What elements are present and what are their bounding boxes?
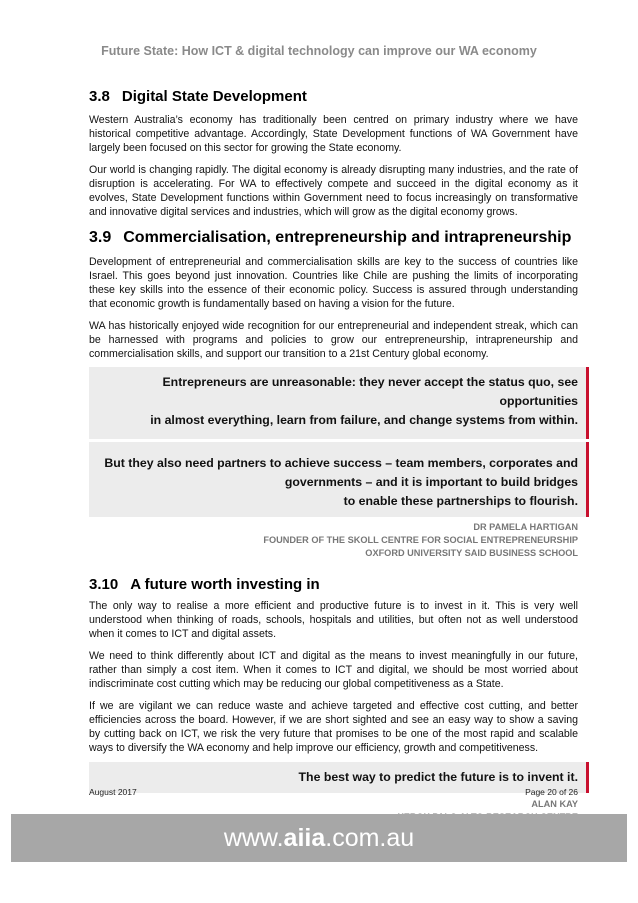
section-number: 3.9: [89, 229, 112, 246]
paragraph: We need to think differently about ICT and digital as the means to invest meaningfully in our future, rather than simply a cost item. When it comes to ICT and digital, we should be most worried about indiscriminate cost cutting which may be reducing our global competitiveness as a State.: [89, 650, 578, 690]
quote-line: Entrepreneurs are unreasonable: they never accept the status quo, see opportunities: [162, 375, 578, 408]
banner-suffix: .com.au: [325, 824, 415, 852]
banner-brand: aiia: [283, 824, 326, 852]
section-number: 3.8: [89, 88, 110, 105]
attribution-org: OXFORD UNIVERSITY SAID BUSINESS SCHOOL: [365, 548, 578, 558]
section-number: 3.10: [89, 576, 119, 593]
footer-page-number: Page 20 of 26: [525, 787, 578, 797]
pull-quote: [89, 762, 589, 793]
paragraph: If we are vigilant we can reduce waste and achieve targeted and effective cost cutting, and better efficiencies across the board. However, if we are short sighted and see an easy way to show a saving by cutting back on ICT, we risk the very future that promises to be one of the most rapid and scalable ways to diversify the WA economy and help improve our efficiency, growth and competitiveness.: [89, 700, 578, 754]
paragraph: Western Australia’s economy has traditionally been centred on primary industry where we have historical competitive advantage. Accordingly, State Development functions of WA Government have largely been focused on this sector for growing the State economy.: [89, 114, 578, 154]
section-title: Digital State Development: [121, 88, 307, 105]
quote-line: governments – and it is important to build bridges: [284, 475, 578, 489]
attribution-role: FOUNDER OF THE SKOLL CENTRE FOR SOCIAL ENTREPRENEURSHIP: [263, 535, 578, 545]
quote-line: to enable these partnerships to flourish.: [343, 494, 578, 508]
paragraph: WA has historically enjoyed wide recognition for our entrepreneurial and independent streak, which can be harnessed with programs and policies to grow our entrepreneurship, intrapreneurship and commercialisation skills, and support our transition to a 21st Century global economy.: [89, 320, 578, 360]
banner-prefix: www.: [223, 824, 284, 852]
paragraph: Development of entrepreneurial and commercialisation skills are key to the success of countries like Israel. This goes beyond just innovation. Countries like Chile are pushing the limits of incorporating these key skills into the essence of their economic policy. Success is assured through understanding that economic growth is fundamentally based on having a vision for the future.: [89, 256, 578, 310]
quote-line: The best way to predict the future is to invent it.: [298, 770, 578, 784]
footer-date: August 2017: [89, 787, 137, 797]
quote-attribution: [89, 521, 578, 560]
website-banner[interactable]: [11, 814, 627, 862]
paragraph: The only way to realise a more efficient and productive future is to invest in it. This is very well understood when thinking of roads, schools, hospitals and utilities, but often not as well understood when it comes to ICT and digital assets.: [89, 600, 578, 640]
section-title: A future worth investing in: [130, 576, 320, 593]
attribution-name: DR PAMELA HARTIGAN: [473, 522, 578, 532]
section-heading-3-8: [89, 88, 578, 105]
page-content: [89, 88, 578, 824]
section-heading-3-10: [89, 576, 578, 593]
section-heading-3-9: [89, 229, 578, 247]
pull-quote: [89, 367, 589, 439]
section-title: Commercialisation, entrepreneurship and intrapreneurship: [123, 229, 572, 246]
paragraph: Our world is changing rapidly. The digital economy is already disrupting many industries, and the rate of disruption is accelerating. For WA to effectively compete and succeed in the digital economy as it evolves, State Development functions within Government need to focus increasingly on transformative and innovative digital services and industries, which will grow as the digital economy grows.: [89, 164, 578, 218]
attribution-name: ALAN KAY: [531, 799, 578, 809]
pull-quote: [89, 442, 589, 517]
quote-line: But they also need partners to achieve success – team members, corporates and: [104, 456, 578, 470]
quote-line: in almost everything, learn from failure, and change systems from within.: [150, 413, 578, 427]
running-header: Future State: How ICT & digital technology can improve our WA economy: [101, 44, 537, 58]
